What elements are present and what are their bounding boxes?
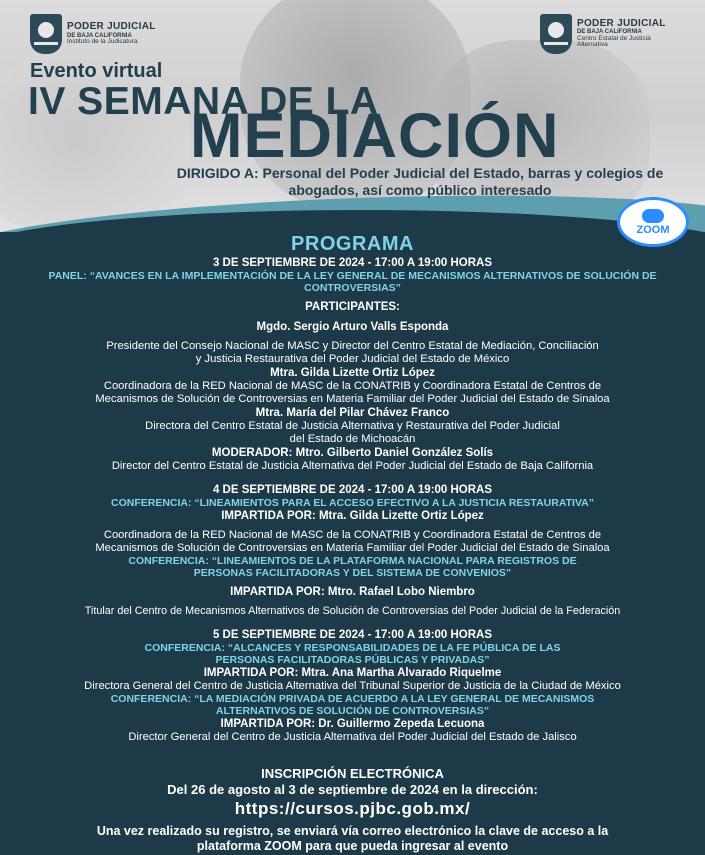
speaker-name: IMPARTIDA POR: Dr. Guillermo Zepeda Lecuona <box>220 718 485 730</box>
logo-right-line4: Alternativa <box>577 41 608 49</box>
registration-title: INSCRIPCIÓN ELECTRÓNICA <box>261 766 444 781</box>
participant-desc: Directora del Centro Estatal de Justicia Alternativa y Restaurativa del Poder Judicial <box>145 420 560 432</box>
registration-note: plataforma ZOOM para que pueda ingresar al evento <box>196 839 509 853</box>
event-type: Evento virtual <box>30 60 163 82</box>
logo-left-line3: Instituto de la Judicatura <box>67 37 138 45</box>
registration-dates: Del 26 de agosto al 3 de septiembre de 2024 en la dirección: <box>167 782 538 797</box>
day2-conference1: CONFERENCIA: “LINEAMIENTOS PARA EL ACCESO EFECTIVO A LA JUSTICIA RESTAURATIVA” <box>110 497 595 509</box>
participant-desc: Coordinadora de la RED Nacional de MASC de la CONATRIB y Coordinadora Estatal de Centros de <box>103 380 602 392</box>
program-title: PROGRAMA <box>291 233 414 255</box>
speaker-name: IMPARTIDA POR: Mtro. Rafael Lobo Niembro <box>230 586 475 598</box>
logo-right-line3: Centro Estatal de Justicia <box>577 34 651 42</box>
participant-desc: y Justicia Restaurativa del Poder Judicial del Estado de México <box>195 353 510 365</box>
zoom-label: ZOOM <box>636 223 670 236</box>
logo-left-line1: PODER JUDICIAL <box>67 21 156 33</box>
logo-right-line2: DE BAJA CALIFORNIA <box>577 29 642 36</box>
day3-conference1: CONFERENCIA: “ALCANCES Y RESPONSABILIDADES DE LA FE PÚBLICA DE LAS PERSONAS FACILITADORAS PÚBLICAS Y PRIVADAS” <box>144 642 561 666</box>
participant-desc: del Estado de Michoacán <box>289 433 416 445</box>
speaker-desc: Titular del Centro de Mecanismos Alternativos de Solución de Controversias del Poder Judicial de la Federación <box>84 605 621 617</box>
header-banner <box>0 0 705 232</box>
logo-left-line2: DE BAJA CALIFORNIA <box>67 32 132 39</box>
participant-name: Mgdo. Sergio Arturo Valls Esponda <box>256 321 449 333</box>
speaker-desc: Mecanismos de Solución de Controversias en Materia Familiar del Poder Judicial del Estado de Sinaloa <box>95 542 610 554</box>
event-title-line2: MEDIACIÓN <box>190 101 560 171</box>
emblem-icon <box>540 14 572 54</box>
day1-panel: PANEL: “AVANCES EN LA IMPLEMENTACIÓN DE LA LEY GENERAL DE MECANISMOS ALTERNATIVOS DE SOLUCIÓN DE CONTROVERSIAS” <box>48 270 657 294</box>
emblem-icon <box>30 14 62 54</box>
day3-date: 5 DE SEPTIEMBRE DE 2024 - 17:00 A 19:00 HORAS <box>212 629 493 641</box>
registration-note: Una vez realizado su registro, se enviará vía correo electrónico la clave de acceso a la <box>96 824 609 838</box>
logo-instituto-judicatura <box>30 14 156 54</box>
speaker-desc: Director General del Centro de Justicia Alternativa del Poder Judicial del Estado de Jalisco <box>128 731 577 743</box>
participants-heading: PARTICIPANTES: <box>305 301 400 313</box>
logo-centro-justicia <box>540 14 666 54</box>
participant-desc: Mecanismos de Solución de Controversias en Materia Familiar del Poder Judicial del Estado de Sinaloa <box>95 393 610 405</box>
moderator-name: MODERADOR: Mtro. Gilberto Daniel González Solís <box>211 447 494 459</box>
day3-conference2: CONFERENCIA: “LA MEDIACIÓN PRIVADA DE ACUERDO A LA LEY GENERAL DE MECANISMOS ALTERNATIVOS DE SOLUCIÓN DE CONTROVERSIAS” <box>110 693 595 717</box>
day2-conference2: CONFERENCIA: “LINEAMIENTOS DE LA PLATAFORMA NACIONAL PARA REGISTROS DE PERSONAS FACILITADORAS Y DEL SISTEMA DE CONVENIOS” <box>128 555 577 579</box>
day2-date: 4 DE SEPTIEMBRE DE 2024 - 17:00 A 19:00 HORAS <box>212 484 493 496</box>
audience-text: DIRIGIDO A: Personal del Poder Judicial del Estado, barras y colegios de abogados, así como público interesado <box>176 165 664 198</box>
day1-date: 3 DE SEPTIEMBRE DE 2024 - 17:00 A 19:00 HORAS <box>212 257 493 269</box>
registration-link[interactable]: https://cursos.pjbc.gob.mx/ <box>234 799 471 818</box>
speaker-name: IMPARTIDA POR: Mtra. Ana Martha Alvarado Riquelme <box>203 667 502 679</box>
camera-icon <box>642 209 664 223</box>
participant-name: Mtra. Gilda Lizette Ortiz López <box>270 367 435 379</box>
event-title-line1: IV SEMANA DE LA <box>28 80 379 123</box>
participant-desc: Presidente del Consejo Nacional de MASC y Director del Centro Estatal de Mediación, Conciliación <box>106 340 599 352</box>
program-section <box>0 232 705 854</box>
speaker-desc: Directora General del Centro de Justicia Alternativa del Tribunal Superior de Justicia de la Ciudad de México <box>84 680 621 692</box>
logo-right-line1: PODER JUDICIAL <box>577 17 666 29</box>
speaker-name: IMPARTIDA POR: Mtra. Gilda Lizette Ortiz López <box>221 510 484 522</box>
participant-name: Mtra. María del Pilar Chávez Franco <box>255 407 450 419</box>
moderator-desc: Director del Centro Estatal de Justicia Alternativa del Poder Judicial del Estado de Baja California <box>111 460 594 472</box>
speaker-desc: Coordinadora de la RED Nacional de MASC de la CONATRIB y Coordinadora Estatal de Centros de <box>103 529 602 541</box>
